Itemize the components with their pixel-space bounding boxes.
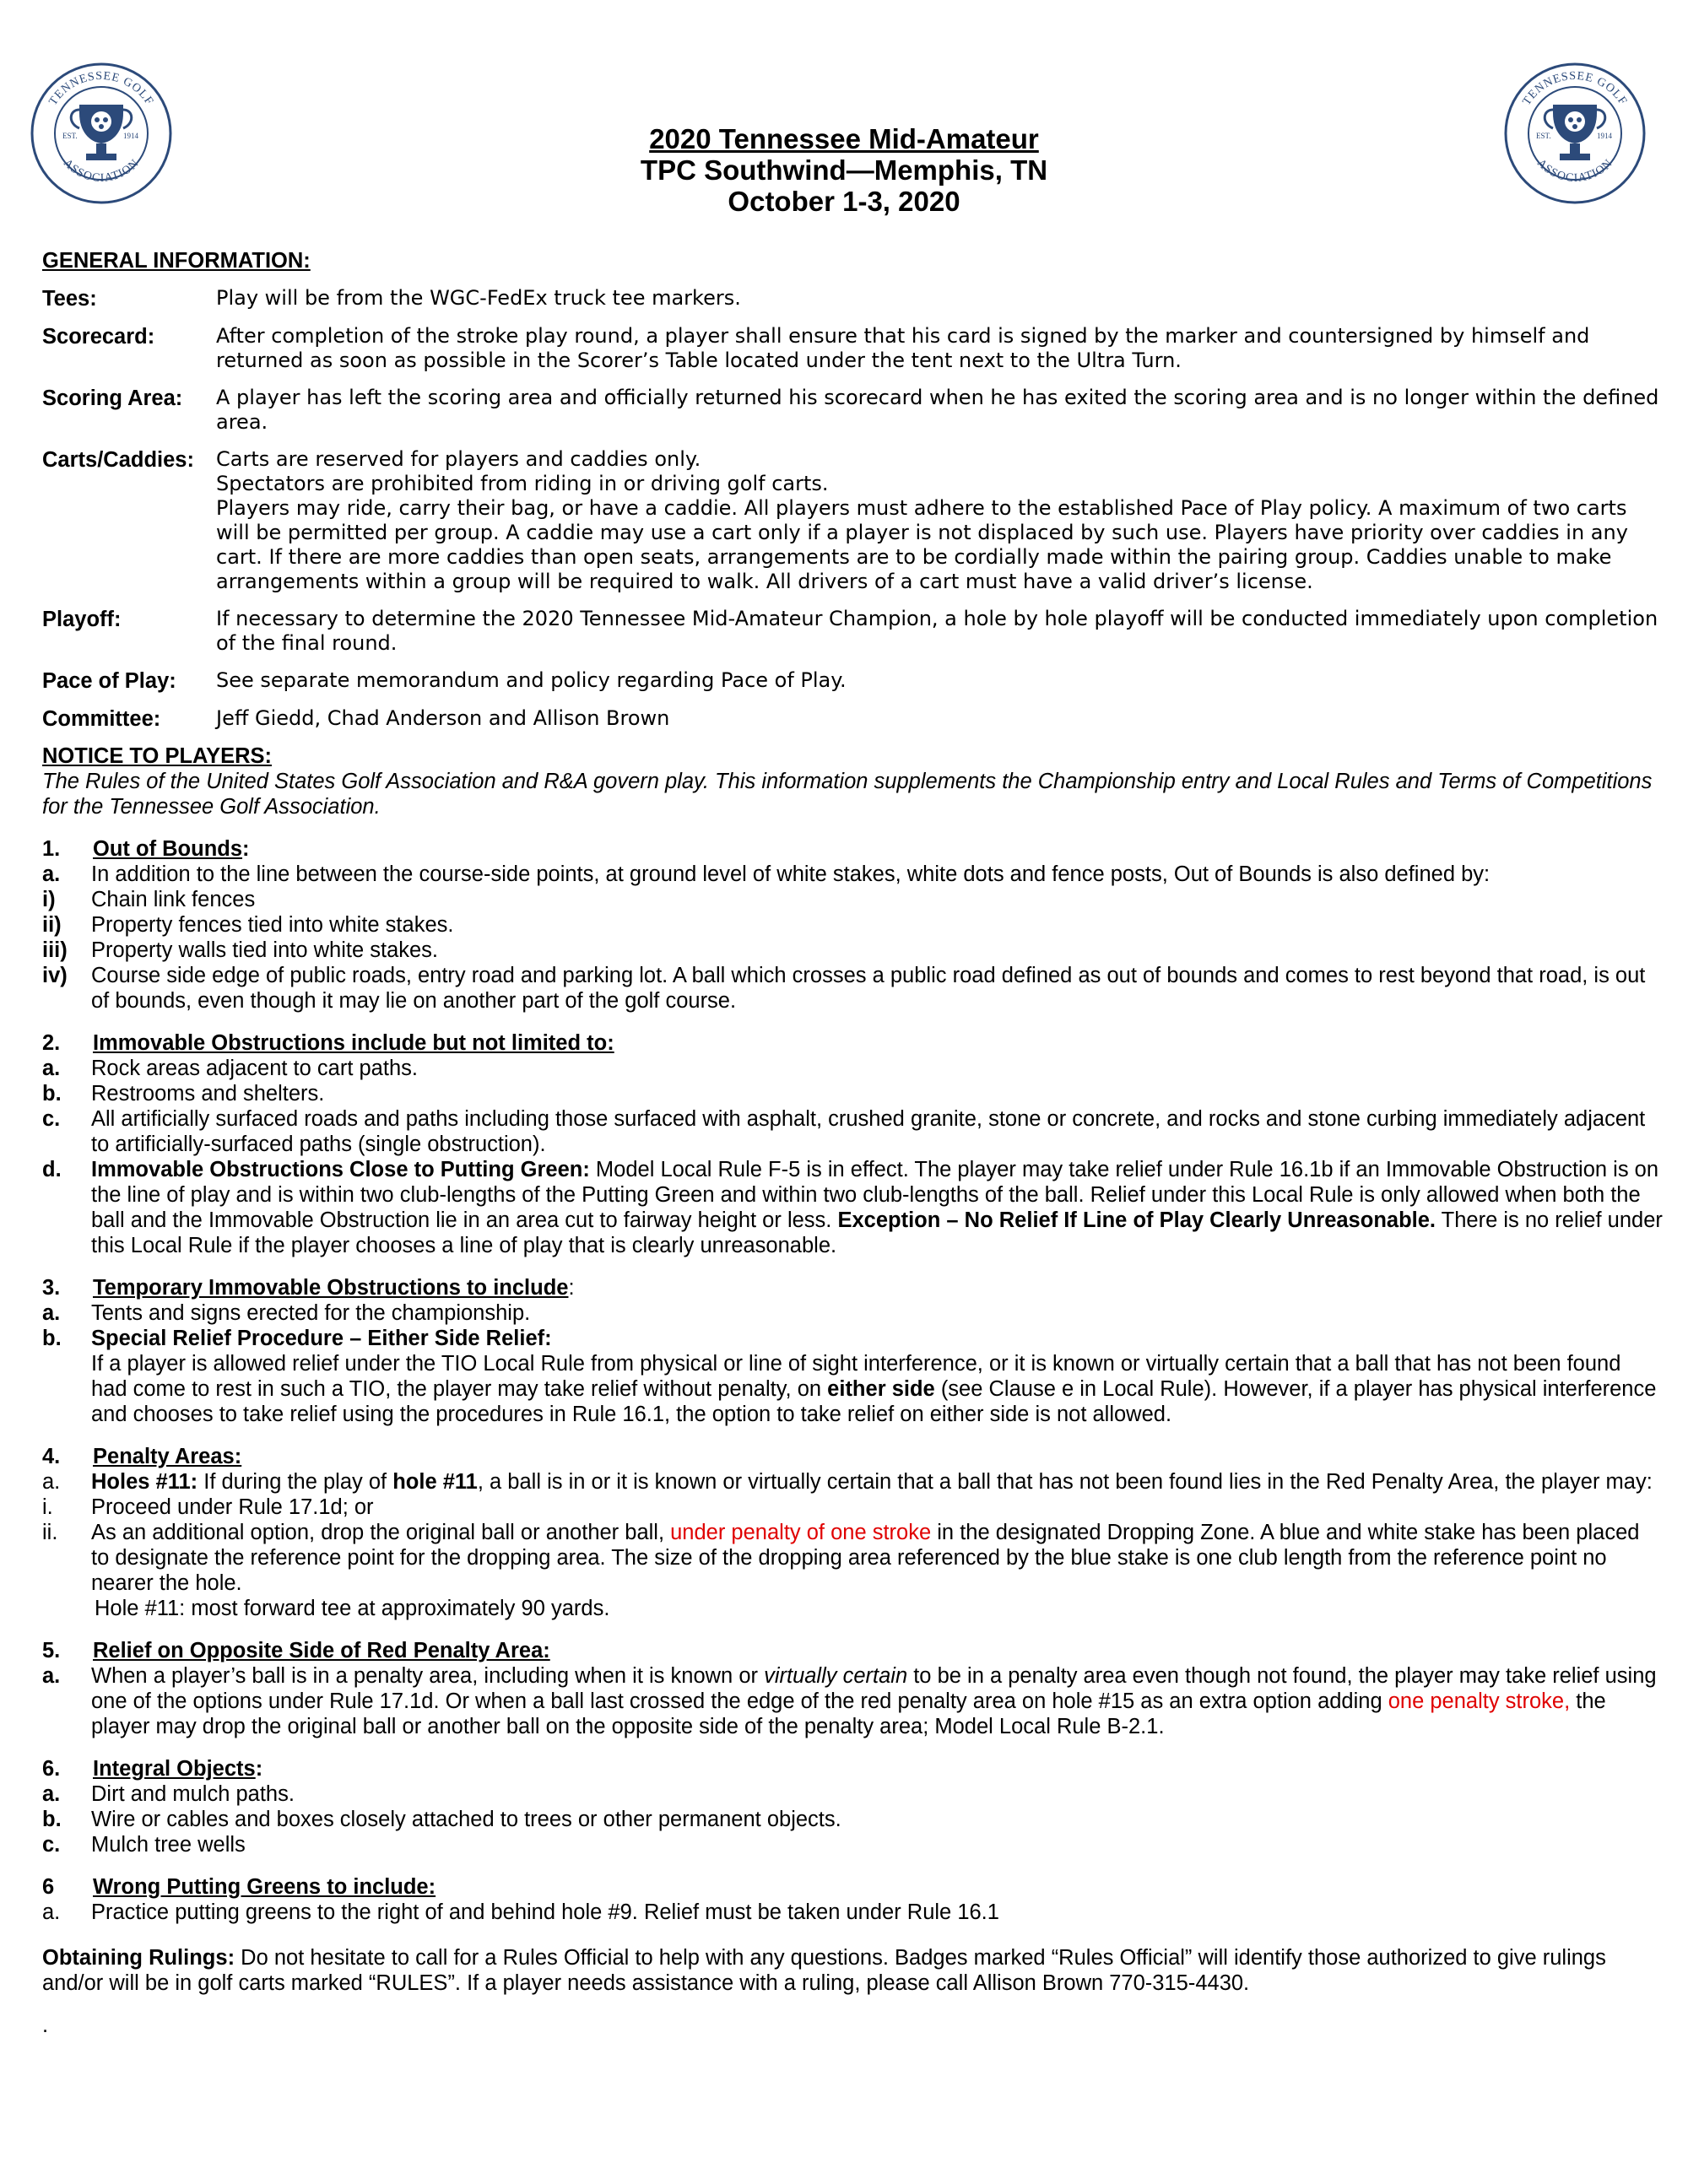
document-header xyxy=(0,123,1688,217)
section-title: Penalty Areas: xyxy=(93,1445,242,1468)
trailing-dot: . xyxy=(42,2014,49,2037)
item-text: Property walls tied into white stakes. xyxy=(91,938,439,962)
gi-value: After completion of the stroke play round, a player shall ensure that his card is signed by the marker and countersigned by himself and returned as soon as possible in the Scorer’s Table located under the tent next to the Ultra Turn. xyxy=(216,324,1590,372)
list-item xyxy=(42,1807,1663,1832)
item-marker: b. xyxy=(42,1808,62,1831)
paragraph-part: (see Clause e in Local Rule). However, if a player has physical interference and chooses to take relief using the procedures in Rule 16.1, the option to take relief on either side is not allowed. xyxy=(91,1377,1657,1426)
list-item xyxy=(42,912,1663,938)
section-out-of-bounds: 1. Out of Bounds: xyxy=(42,837,250,861)
gi-value: If necessary to determine the 2020 Tennessee Mid-Amateur Champion, a hole by hole playoff will be conducted immediately upon completion of the final round. xyxy=(216,607,1658,655)
item-marker: b. xyxy=(42,1327,62,1350)
item-text: Dirt and mulch paths. xyxy=(91,1782,295,1806)
gi-value: See separate memorandum and policy regarding Pace of Play. xyxy=(216,668,847,692)
item-text xyxy=(91,1157,1663,1258)
section-immovable-obstructions xyxy=(42,1030,1663,1056)
gi-row-scoring-area xyxy=(42,386,1663,435)
bold-lead: Immovable Obstructions Close to Putting Green: xyxy=(91,1158,590,1181)
section-wrong-putting-greens xyxy=(42,1874,1663,1900)
item-text: Course side edge of public roads, entry road and parking lot. A ball which crosses a public road defined as out of bounds and comes to rest beyond that road, is out of bounds, even though it may lie on another part of the golf course. xyxy=(91,964,1646,1013)
red-penalty-text: under penalty of one stroke xyxy=(670,1521,932,1544)
gi-label: Playoff: xyxy=(42,608,122,631)
logo-ring-top: TENNESSEE GOLF xyxy=(1520,69,1630,108)
bold-either-side: either side xyxy=(827,1377,935,1401)
section-number: 3. xyxy=(42,1276,61,1300)
tio-relief-paragraph xyxy=(91,1351,1663,1427)
section-number: 2. xyxy=(42,1031,61,1055)
general-info-heading: GENERAL INFORMATION: xyxy=(42,249,311,273)
logo-est: EST. xyxy=(1536,132,1551,140)
item-marker: i) xyxy=(42,888,56,911)
obtaining-rulings xyxy=(42,1945,1663,1996)
rulings-label: Obtaining Rulings: xyxy=(42,1946,235,1970)
list-item xyxy=(42,1300,1663,1326)
item-marker: a. xyxy=(42,862,61,886)
item-text-part: When a player’s ball is in a penalty area, including when it is known or xyxy=(91,1664,765,1688)
item-marker: b. xyxy=(42,1082,62,1106)
section-title: Out of Bounds xyxy=(93,837,243,861)
section-title: Integral Objects xyxy=(93,1757,256,1781)
item-text: Proceed under Rule 17.1d; or xyxy=(91,1495,374,1519)
item-text-part: If during the play of xyxy=(197,1470,393,1494)
item-text: In addition to the line between the course-side points, at ground level of white stakes, white dots and fence posts, Out of Bounds is also defined by: xyxy=(91,862,1491,886)
logo-est: EST. xyxy=(62,132,78,140)
item-marker: a. xyxy=(42,1057,61,1080)
notice-heading: NOTICE TO PLAYERS: xyxy=(42,744,273,768)
item-marker: iv) xyxy=(42,964,68,987)
list-item xyxy=(42,1469,1663,1495)
list-item xyxy=(42,1832,1663,1857)
logo-ring-bottom: ASSOCIATION xyxy=(1534,156,1616,186)
item-marker: a. xyxy=(42,1470,61,1494)
gi-row-pace-of-play xyxy=(42,668,1663,694)
item-text-part: There is no relief under this Local Rule if the player chooses a line of play that is clearly unreasonable. xyxy=(91,1208,1663,1257)
list-item xyxy=(42,1781,1663,1807)
item-marker: a. xyxy=(42,1900,61,1924)
gi-value: Carts are reserved for players and caddies only. xyxy=(216,447,701,471)
section-title: Relief on Opposite Side of Red Penalty Area: xyxy=(93,1639,550,1662)
section-penalty-areas xyxy=(42,1444,1663,1469)
item-text: Practice putting greens to the right of and behind hole #9. Relief must be taken under Rule 16.1 xyxy=(91,1900,999,1924)
gi-value: Players may ride, carry their bag, or have a caddie. All players must adhere to the established Pace of Play policy. A maximum of two carts will be permitted per group. A caddie may use a cart only if a player is not displaced by such use. Players have priority over caddies in any cart. If there are more caddies than open seats, arrangements are to be cordially made within the pairing group. Caddies unable to make arrangements within a group will be required to walk. All drivers of a cart must have a valid driver’s license. xyxy=(216,496,1628,593)
gi-value-group xyxy=(216,447,1663,594)
item-marker: d. xyxy=(42,1158,62,1181)
item-text xyxy=(91,1663,1663,1739)
list-item xyxy=(42,1663,1663,1739)
item-text-part: the player may drop the original ball or another ball on the opposite side of the penalty area; Model Local Rule B-2.1. xyxy=(91,1689,1606,1738)
section-title: Temporary Immovable Obstructions to include xyxy=(93,1276,569,1300)
gi-label: Scoring Area: xyxy=(42,387,183,410)
item-marker: iii) xyxy=(42,938,68,962)
item-text: Restrooms and shelters. xyxy=(91,1082,325,1106)
item-text-part: in the designated Dropping Zone. A blue and white stake has been placed to designate the reference point for the dropping area. The size of the dropping area referenced by the blue stake is one club length from the reference point no nearer the hole. xyxy=(91,1521,1640,1595)
item-marker: a. xyxy=(42,1301,61,1325)
item-text: Rock areas adjacent to cart paths. xyxy=(91,1057,418,1080)
bold-lead: Holes #11: xyxy=(91,1470,198,1494)
red-penalty-text: one penalty stroke, xyxy=(1388,1689,1571,1713)
italic-text: virtually certain xyxy=(764,1664,908,1688)
logo-year: 1914 xyxy=(1597,132,1612,140)
gi-row-scorecard xyxy=(42,324,1663,373)
gi-label: Tees: xyxy=(42,287,97,311)
list-item xyxy=(42,1520,1663,1596)
gi-row-playoff xyxy=(42,607,1663,656)
item-marker: a. xyxy=(42,1664,61,1688)
bold-hole: hole #11 xyxy=(392,1470,478,1494)
logo-ring-bottom: ASSOCIATION xyxy=(60,156,143,186)
gi-row-carts-caddies xyxy=(42,447,1663,594)
gi-value: Jeff Giedd, Chad Anderson and Allison Brown xyxy=(216,706,670,730)
list-item xyxy=(42,887,1663,912)
event-venue: TPC Southwind—Memphis, TN xyxy=(640,154,1048,186)
list-item xyxy=(42,1900,1663,1925)
gi-row-committee xyxy=(42,706,1663,732)
section-number: 6 xyxy=(42,1875,55,1899)
section-integral-objects: 6. Integral Objects: xyxy=(42,1757,263,1781)
list-item xyxy=(42,1056,1663,1081)
list-item xyxy=(42,1106,1663,1157)
item-text-part: As an additional option, drop the original ball or another ball, xyxy=(91,1521,671,1544)
list-item xyxy=(42,862,1663,887)
item-text-part: to be in a penalty area even though not found, the player may take relief using one of the options under Rule 17.1d. Or when a ball last crossed the edge of the red penalty area on hole #15 as an extra option adding xyxy=(91,1664,1657,1713)
gi-label: Carts/Caddies: xyxy=(42,448,194,472)
gi-row-tees xyxy=(42,286,1663,311)
item-text: All artificially surfaced roads and paths including those surfaced with asphalt, crushed granite, stone or concrete, and rocks and stone curbing immediately adjacent to artificially-surfaced paths (single obstruction). xyxy=(91,1107,1646,1156)
item-text: Mulch tree wells xyxy=(91,1833,246,1857)
rulings-text: Do not hesitate to call for a Rules Official to help with any questions. Badges marked “Rules Official” will identify those authorized to give rulings and/or will be in golf carts marked “RULES”. If a player needs assistance with a ruling, please call Allison Brown 770-315-4430. xyxy=(42,1946,1606,1995)
item-text xyxy=(91,1520,1663,1596)
list-item xyxy=(42,963,1663,1014)
gi-value: A player has left the scoring area and officially returned his scorecard when he has exited the scoring area and is no longer within the defined area. xyxy=(216,386,1659,434)
item-marker: c. xyxy=(42,1107,61,1131)
section-title: Wrong Putting Greens to include: xyxy=(93,1875,436,1899)
item-text: Special Relief Procedure – Either Side Relief: xyxy=(91,1327,552,1350)
hole-11-note: Hole #11: most forward tee at approximately 90 yards. xyxy=(95,1597,610,1620)
gi-value: Spectators are prohibited from riding in or driving golf carts. xyxy=(216,472,829,495)
section-temporary-obstructions: 3. Temporary Immovable Obstructions to include: xyxy=(42,1276,575,1300)
item-text xyxy=(91,1469,1663,1495)
gi-label: Committee: xyxy=(42,707,161,731)
item-marker: c. xyxy=(42,1833,61,1857)
notice-intro: The Rules of the United States Golf Association and R&A govern play. This information supplements the Championship entry and Local Rules and Terms of Competitions for the Tennessee Golf Association. xyxy=(42,770,1653,819)
paragraph-part: If a player is allowed relief under the TIO Local Rule from physical or line of sight interference, or it is known or virtually certain that a ball that has not been found had come to rest in such a TIO, the player may take relief without penalty, on xyxy=(91,1352,1621,1401)
item-text: Wire or cables and boxes closely attached to trees or other permanent objects. xyxy=(91,1808,841,1831)
item-text-part: , a ball is in or it is known or virtually certain that a ball that has not been found lies in the Red Penalty Area, the player may: xyxy=(477,1470,1653,1494)
list-item xyxy=(42,1326,1663,1351)
logo-ring-top: TENNESSEE GOLF xyxy=(46,69,156,108)
item-text: Chain link fences xyxy=(91,888,256,911)
gi-value: Play will be from the WGC-FedEx truck tee markers. xyxy=(216,286,741,310)
document-body xyxy=(42,245,1663,2038)
item-marker: ii) xyxy=(42,913,62,937)
section-opposite-side-relief xyxy=(42,1638,1663,1663)
event-dates: October 1-3, 2020 xyxy=(728,186,960,217)
gi-label: Pace of Play: xyxy=(42,669,176,693)
item-text: Property fences tied into white stakes. xyxy=(91,913,454,937)
section-number: 6. xyxy=(42,1757,61,1781)
item-text: Tents and signs erected for the championship. xyxy=(91,1301,531,1325)
item-marker: a. xyxy=(42,1782,61,1806)
logo-year: 1914 xyxy=(123,132,138,140)
list-item xyxy=(42,1157,1663,1258)
list-item xyxy=(42,938,1663,963)
item-marker: ii. xyxy=(42,1521,58,1544)
section-number: 5. xyxy=(42,1639,61,1662)
section-number: 4. xyxy=(42,1445,61,1468)
section-title: Immovable Obstructions include but not limited to: xyxy=(93,1031,614,1055)
event-title: 2020 Tennessee Mid-Amateur xyxy=(649,123,1039,154)
section-number: 1. xyxy=(42,837,61,861)
list-item xyxy=(42,1495,1663,1520)
gi-label: Scorecard: xyxy=(42,325,155,349)
item-marker: i. xyxy=(42,1495,53,1519)
list-item xyxy=(42,1081,1663,1106)
bold-exception: Exception – No Relief If Line of Play Clearly Unreasonable. xyxy=(837,1208,1436,1232)
item-text-part: Model Local Rule F-5 is in effect. The player may take relief under Rule 16.1b if an Immovable Obstruction is on the line of play and is within two club-lengths of the Putting Green and within two club-lengths of the ball. Relief under this Local Rule is only allowed when both the ball and the Immovable Obstruction lie in an area cut to fairway height or less. xyxy=(91,1158,1659,1232)
